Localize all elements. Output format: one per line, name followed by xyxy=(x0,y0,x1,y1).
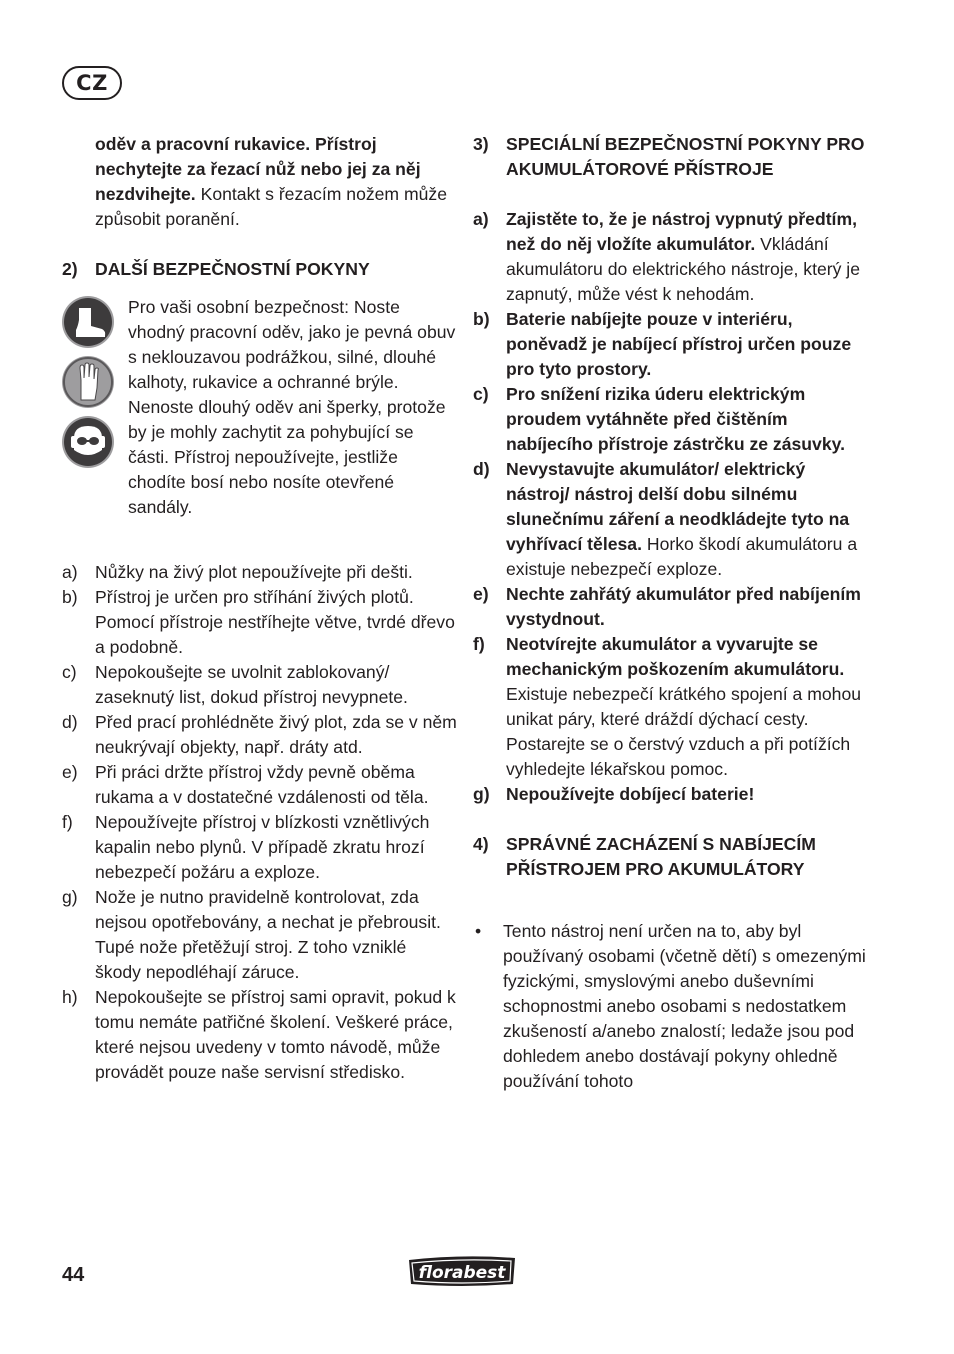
list-item xyxy=(473,207,868,307)
item-marker: e) xyxy=(62,762,78,782)
glove-icon xyxy=(62,356,114,408)
item-marker: b) xyxy=(473,309,490,329)
intro-normal: Kontakt s řezacím nožem může způsobit poranění. xyxy=(95,184,447,229)
item-bold-text: Baterie nabíjejte pouze v interiéru, poněvadž je nabíjecí přístroj určen pouze pro tyto prostory. xyxy=(506,309,852,379)
item-text: Nepokoušejte se uvolnit zablokovaný/ zaseknutý list, dokud přístroj nevypnete. xyxy=(95,662,408,707)
item-marker: f) xyxy=(473,634,485,654)
item-text: Vkládání akumulátoru do elektrického nástroje, který je zapnutý, může vést k nehodám. xyxy=(506,234,861,304)
left-item-list xyxy=(62,560,457,1085)
bullet-text: Tento nástroj není určen na to, aby byl používaný osobami (včetně dětí) s omezenými fyzickými, smyslovými anebo duševními schopnostmi anebo osobami s nedostatkem zkušeností a/anebo znalostí; ledaže jsou pod dohledem anebo dostávají pokyny ohledně používání tohoto xyxy=(503,921,866,1091)
list-item xyxy=(473,307,868,382)
item-bold-text: Nechte zahřátý akumulátor před nabíjením vystydnout. xyxy=(506,584,861,629)
list-item xyxy=(62,760,457,810)
section-title: SPRÁVNÉ ZACHÁZENÍ S NABÍJECÍM PŘÍSTROJEM PRO AKUMULÁTORY xyxy=(506,834,816,879)
logo-text: florabest xyxy=(418,1263,506,1283)
bullet-item xyxy=(473,919,868,1094)
item-marker: e) xyxy=(473,584,489,604)
item-bold-text: Nevystavujte akumulátor/ elektrický nástroj/ nástroj delší dobu silnému slunečnímu záření a neodkládejte tyto na vyhřívací tělesa. xyxy=(506,459,850,554)
boot-icon xyxy=(62,296,114,348)
section-heading-2 xyxy=(62,257,457,282)
list-item xyxy=(62,710,457,760)
item-marker: g) xyxy=(473,784,490,804)
item-text: Existuje nebezpečí krátkého spojení a mohou unikat páry, které dráždí dýchací cesty. Postarejte se o čerstvý vzduch a při potížích vyhledejte lékařskou pomoc. xyxy=(506,684,862,779)
face-shield-icon xyxy=(62,416,114,468)
section-number: 4) xyxy=(473,834,489,854)
item-marker: b) xyxy=(62,587,78,607)
item-text: Nepokoušejte se přístroj sami opravit, pokud k tomu nemáte patřičné školení. Veškeré práce, které nejsou uvedeny v tomto návodě, může provádět pouze naše servisní středisko. xyxy=(95,987,456,1082)
list-item xyxy=(473,782,868,807)
section-title: DALŠÍ BEZPEČNOSTNÍ POKYNY xyxy=(95,259,370,279)
list-item xyxy=(62,985,457,1085)
section-title: SPECIÁLNÍ BEZPEČNOSTNÍ POKYNY PRO AKUMULÁTOROVÉ PŘÍSTROJE xyxy=(506,134,865,179)
item-marker: d) xyxy=(62,712,78,732)
item-text: Při práci držte přístroj vždy pevně oběma rukama a v dostatečné vzdálenosti od těla. xyxy=(95,762,429,807)
personal-safety-text: Pro vaši osobní bezpečnost: Noste vhodný pracovní oděv, jako je pevná obuv s neklouzavou podrážkou, silné, dlouhé kalhoty, rukavice a ochranné brýle. Nenoste dlouhý oděv ani šperky, protože by je mohly zachytit za pohybující se části. Přístroj nepoužívejte, jestliže chodíte bosí nebo nosíte otevřené sandály. xyxy=(128,297,456,517)
item-marker: c) xyxy=(473,384,489,404)
list-item xyxy=(473,582,868,632)
item-text: Před prací prohlédněte živý plot, zda se v něm neukrývají objekty, např. dráty atd. xyxy=(95,712,457,757)
page-number: 44 xyxy=(62,1264,85,1286)
florabest-logo xyxy=(405,1254,519,1288)
item-text: Přístroj je určen pro stříhání živých plotů. Pomocí přístroje nestříhejte větve, tvrdé dřevo a podobně. xyxy=(95,587,455,657)
intro-paragraph xyxy=(62,132,457,232)
item-text: Nepoužívejte přístroj v blízkosti vznětlivých kapalin nebo plynů. V případě zkratu hrozí nebezpečí požáru a exploze. xyxy=(95,812,430,882)
left-column xyxy=(62,132,457,1085)
list-item xyxy=(62,885,457,985)
list-item xyxy=(62,810,457,885)
language-badge: CZ xyxy=(62,66,122,100)
list-item xyxy=(62,560,457,585)
item-bold-text: Zajistěte to, že je nástroj vypnutý předtím, než do něj vložíte akumulátor. xyxy=(506,209,857,254)
section-heading-3 xyxy=(473,132,868,182)
item-marker: d) xyxy=(473,459,490,479)
item-bold-text: Neotvírejte akumulátor a vyvarujte se mechanickým poškozením akumulátoru. xyxy=(506,634,845,679)
bullet-mark: • xyxy=(475,921,482,941)
intro-bold: oděv a pracovní rukavice. Přístroj nechytejte za řezací nůž nebo jej za něj nezdvihejte. xyxy=(95,134,421,204)
item-text: Nůžky na živý plot nepoužívejte při dešti. xyxy=(95,562,413,582)
item-marker: a) xyxy=(473,209,489,229)
section-number: 3) xyxy=(473,134,489,154)
right-column xyxy=(473,132,868,1094)
list-item xyxy=(473,632,868,782)
item-marker: a) xyxy=(62,562,78,582)
section-number: 2) xyxy=(62,259,78,279)
item-bold-text: Pro snížení rizika úderu elektrickým proudem vytáhněte před čištěním nabíjecího přístroje zástrčku ze zásuvky. xyxy=(506,384,845,454)
right-item-list xyxy=(473,207,868,807)
item-text: Horko škodí akumulátoru a existuje nebezpečí exploze. xyxy=(506,534,858,579)
list-item xyxy=(473,457,868,582)
list-item xyxy=(62,585,457,660)
section-heading-4 xyxy=(473,832,868,882)
safety-icons-block xyxy=(62,295,457,545)
item-marker: h) xyxy=(62,987,78,1007)
item-marker: f) xyxy=(62,812,73,832)
item-marker: g) xyxy=(62,887,78,907)
list-item xyxy=(62,660,457,710)
item-marker: c) xyxy=(62,662,77,682)
item-bold-text: Nepoužívejte dobíjecí baterie! xyxy=(506,784,755,804)
item-text: Nože je nutno pravidelně kontrolovat, zda nejsou opotřebovány, a nechat je přebrousit. Tupé nože přetěžují stroj. Z toho vzniklé škody nepodléhají záruce. xyxy=(95,887,441,982)
list-item xyxy=(473,382,868,457)
